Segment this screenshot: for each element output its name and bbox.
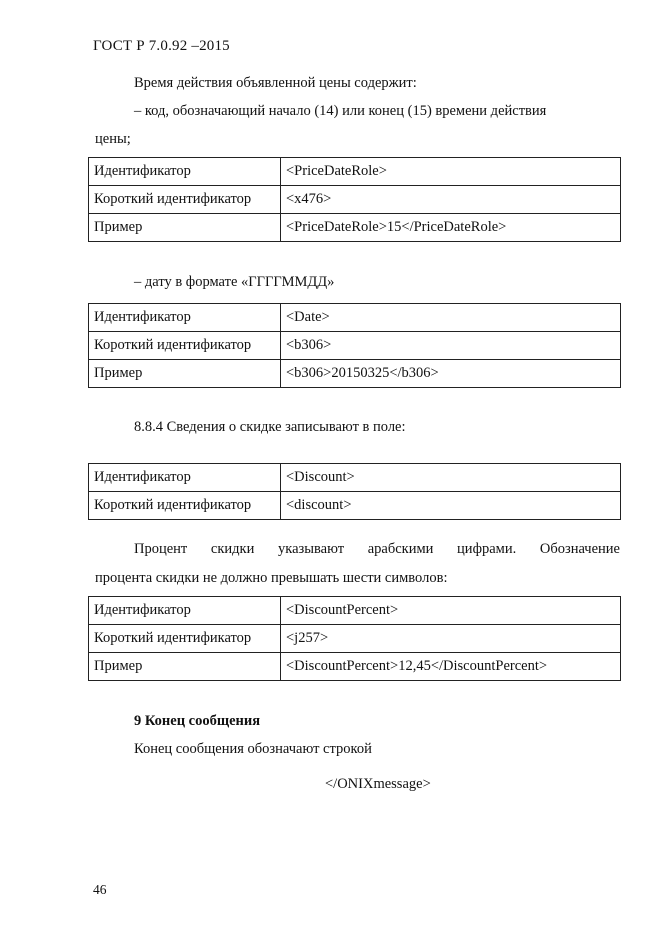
- row-key: Пример: [89, 653, 281, 681]
- intro-line-1: Время действия объявленной цены содержит:: [134, 75, 417, 91]
- page-number: 46: [93, 882, 107, 897]
- table-row: [89, 625, 621, 653]
- row-key: Короткий идентификатор: [89, 492, 281, 520]
- percent-paragraph-line-2: процента скидки не должно превышать шести символов:: [95, 570, 448, 586]
- table-row: [89, 332, 621, 360]
- row-value: <x476>: [281, 186, 621, 214]
- discount-percent-table: [88, 596, 621, 681]
- row-value: <DiscountPercent>: [281, 597, 621, 625]
- table-row: [89, 597, 621, 625]
- row-value: <b306>20150325</b306>: [281, 360, 621, 388]
- row-key: Идентификатор: [89, 464, 281, 492]
- percent-paragraph-line-1: Процент скидки указывают арабскими цифрами. Обозначение: [134, 541, 620, 557]
- row-key: Идентификатор: [89, 304, 281, 332]
- date-table: [88, 303, 621, 388]
- table-row: [89, 464, 621, 492]
- row-value: <Discount>: [281, 464, 621, 492]
- row-key: Короткий идентификатор: [89, 625, 281, 653]
- date-format-item: – дату в формате «ГГГГММДД»: [134, 274, 335, 290]
- row-value: <b306>: [281, 332, 621, 360]
- table-row: [89, 214, 621, 242]
- discount-table: [88, 463, 621, 520]
- table-row: [89, 653, 621, 681]
- section-9-title: 9 Конец сообщения: [134, 713, 261, 729]
- row-key: Идентификатор: [89, 597, 281, 625]
- row-key: Пример: [89, 214, 281, 242]
- row-value: <j257>: [281, 625, 621, 653]
- table-row: [89, 158, 621, 186]
- row-key: Короткий идентификатор: [89, 186, 281, 214]
- table-row: [89, 492, 621, 520]
- table-row: [89, 360, 621, 388]
- row-key: Короткий идентификатор: [89, 332, 281, 360]
- row-value: <DiscountPercent>12,45</DiscountPercent>: [281, 653, 621, 681]
- row-value: <PriceDateRole>: [281, 158, 621, 186]
- price-date-role-table: [88, 157, 621, 242]
- table-row: [89, 304, 621, 332]
- table-row: [89, 186, 621, 214]
- row-value: <PriceDateRole>15</PriceDateRole>: [281, 214, 621, 242]
- document-header: ГОСТ Р 7.0.92 –2015: [93, 38, 230, 54]
- row-value: <Date>: [281, 304, 621, 332]
- row-key: Пример: [89, 360, 281, 388]
- row-value: <discount>: [281, 492, 621, 520]
- row-key: Идентификатор: [89, 158, 281, 186]
- closing-tag-code: </ONIXmessage>: [325, 776, 431, 792]
- section-9-text: Конец сообщения обозначают строкой: [134, 741, 372, 757]
- intro-line-3: цены;: [95, 131, 131, 147]
- intro-line-2: – код, обозначающий начало (14) или конец (15) времени действия: [134, 103, 547, 119]
- discount-section-heading: 8.8.4 Сведения о скидке записывают в поле:: [134, 419, 406, 435]
